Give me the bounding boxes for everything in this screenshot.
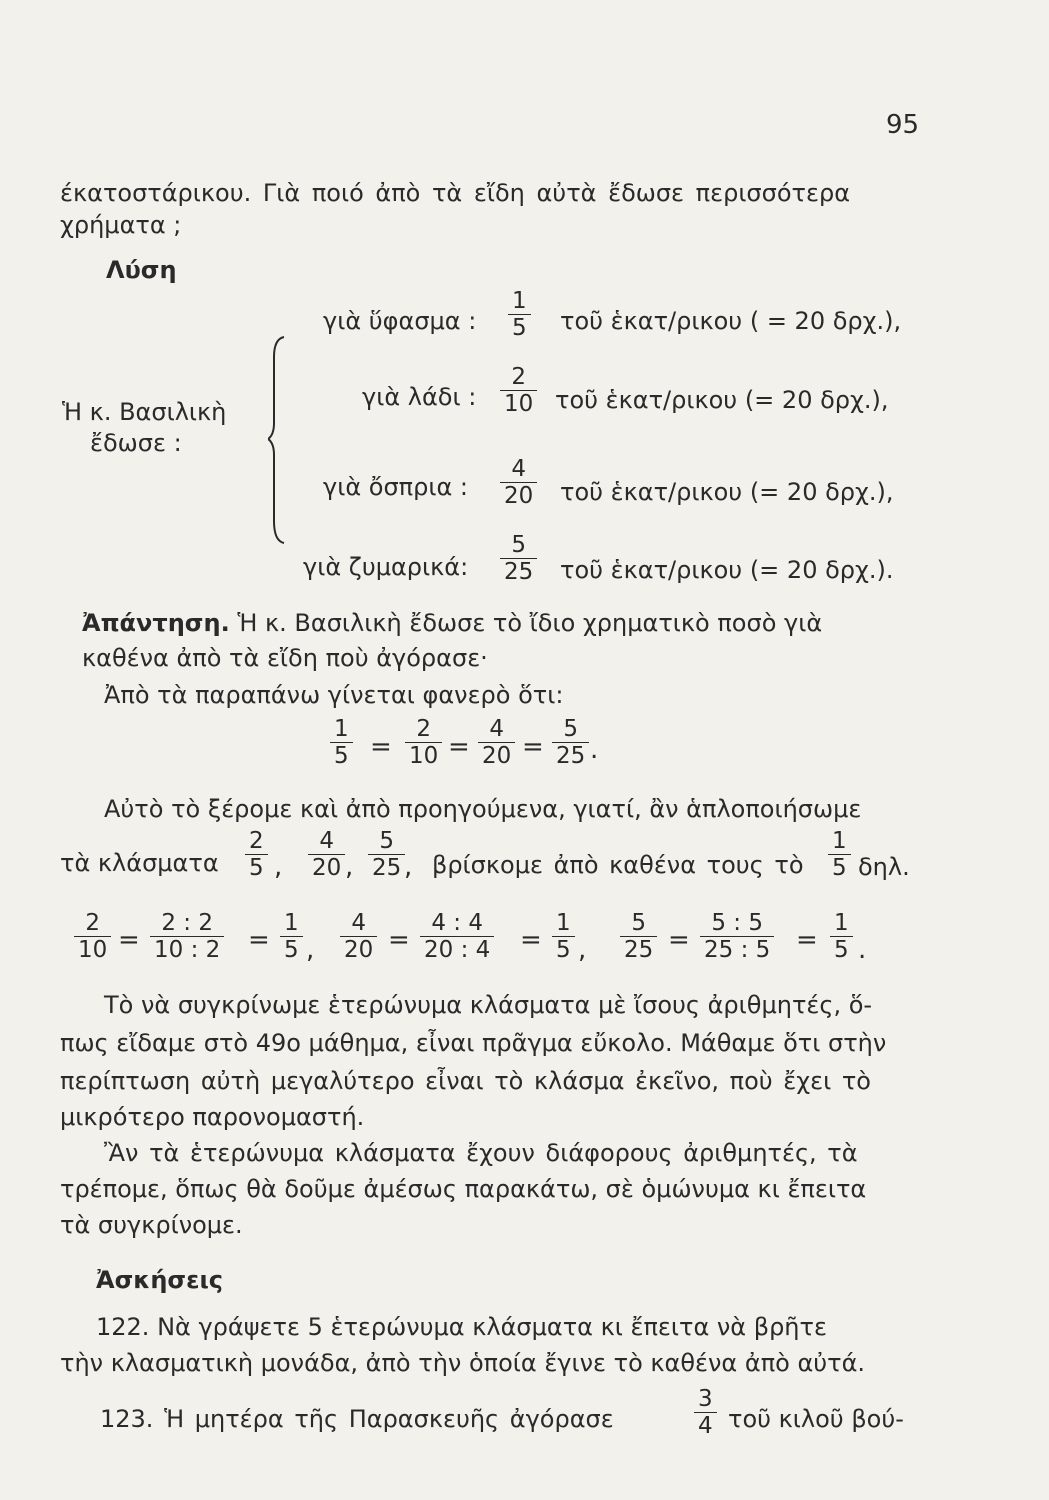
red1-eq-1: =	[118, 925, 140, 955]
paragraph2-line-3: τὰ συγκρίνομε.	[60, 1211, 243, 1239]
red1-c-num: 1	[284, 910, 299, 936]
simplify-fraction-2-num: 4	[319, 828, 334, 854]
curly-brace-icon	[268, 335, 288, 545]
exercise-122-line-2: τὴν κλασματικὴ μονάδα, ἀπὸ τὴν ὁποία ἔγινε τὸ καθένα ἀπὸ αὐτά.	[60, 1349, 866, 1377]
paragraph2-line-1: Ἂν τὰ ἑτερώνυμα κλάσματα ἔχουν διάφορους ἀριθμητές, τὰ	[104, 1139, 858, 1167]
simplify-prefix: τὰ κλάσματα	[60, 849, 219, 877]
paragraph2-line-2: τρέπομε, ὅπως θὰ δοῦμε ἀμέσως παρακάτω, σὲ ὁμώνυμα κι ἔπειτα	[60, 1175, 867, 1203]
simplify-fraction-1	[245, 828, 268, 882]
red2-c-num: 1	[556, 910, 571, 936]
intro-line-1: έκατοστάρικου. Γιὰ ποιό ἀπὸ τὰ εἴδη αὐτὰ ἔδωσε περισσότερα	[60, 179, 851, 207]
eq-sign-1: =	[370, 732, 392, 762]
simplify-result-fraction	[828, 828, 851, 882]
exercise-123-prefix: 123. Ἡ μητέρα τῆς Παρασκευῆς ἀγόρασε	[100, 1405, 614, 1433]
eq-fraction-2-num: 2	[416, 716, 431, 742]
item-pasta-fraction	[500, 532, 537, 586]
simplify-fraction-3-den: 25	[368, 854, 405, 881]
simplify-line-1: Αὐτὸ τὸ ξέρομε καὶ ἀπὸ προηγούμενα, γιατί, ἂν ἁπλοποιήσωμε	[104, 795, 862, 823]
simplify-comma-2: ,	[345, 852, 354, 882]
red2-b	[420, 910, 494, 964]
eq-fraction-2-den: 10	[405, 742, 442, 769]
item-pasta-label: γιὰ ζυμαρικά:	[303, 553, 469, 581]
red3-a	[620, 910, 657, 964]
simplify-fraction-1-den: 5	[245, 854, 268, 881]
red1-b-num: 2 : 2	[161, 910, 213, 936]
red3-b-den: 25 : 5	[700, 936, 774, 963]
item-cloth-text: τοῦ ἑκατ/ρικου ( = 20 δρχ.),	[560, 307, 902, 335]
red1-a-den: 10	[74, 936, 111, 963]
item-oil-denominator: 10	[500, 390, 537, 417]
item-pasta-numerator: 5	[511, 532, 526, 558]
red2-a	[340, 910, 377, 964]
exercises-heading: Ἀσκήσεις	[96, 1266, 224, 1294]
exercise-123-den: 4	[694, 1412, 717, 1439]
red1-b	[150, 910, 224, 964]
red3-eq-1: =	[668, 925, 690, 955]
eq-fraction-3-num: 4	[489, 716, 504, 742]
red3-a-den: 25	[620, 936, 657, 963]
exercise-123-suffix: τοῦ κιλοῦ βού-	[728, 1405, 904, 1433]
item-cloth-denominator: 5	[508, 314, 531, 341]
red2-a-num: 4	[351, 910, 366, 936]
answer-line-3: Ἀπὸ τὰ παραπάνω γίνεται φανερὸ ὅτι:	[104, 681, 564, 709]
solution-heading: Λύση	[106, 256, 177, 284]
red2-a-den: 20	[340, 936, 377, 963]
red2-end: ,	[578, 935, 587, 965]
simplify-fraction-3-num: 5	[379, 828, 394, 854]
solution-subject-line-1: Ἡ κ. Βασιλικὴ	[62, 398, 227, 426]
eq-fraction-1-num: 1	[334, 716, 349, 742]
red2-b-num: 4 : 4	[431, 910, 483, 936]
simplify-suffix: δηλ.	[858, 853, 910, 881]
answer-line-2: καθένα ἀπὸ τὰ εἴδη ποὺ ἀγόρασε·	[82, 644, 488, 672]
red2-eq-2: =	[520, 925, 542, 955]
item-legumes-label: γιὰ ὄσπρια :	[323, 473, 469, 501]
red3-end: .	[858, 935, 867, 965]
red1-b-den: 10 : 2	[150, 936, 224, 963]
red3-b	[700, 910, 774, 964]
red1-eq-2: =	[248, 925, 270, 955]
red1-end: ,	[306, 935, 315, 965]
eq-fraction-4-num: 5	[563, 716, 578, 742]
item-cloth-label: γιὰ ὕφασμα :	[323, 307, 477, 335]
paragraph1-line-2: πως εἴδαμε στὸ 49ο μάθημα, εἶναι πρᾶγμα εὔκολο. Μάθαμε ὅτι στὴν	[60, 1029, 887, 1057]
paragraph1-line-4: μικρότερο παρονομαστή.	[60, 1103, 365, 1131]
red2-eq-1: =	[388, 925, 410, 955]
eq-fraction-1-den: 5	[330, 742, 353, 769]
eq-sign-3: =	[522, 732, 544, 762]
paragraph1-line-1: Τὸ νὰ συγκρίνωμε ἑτερώνυμα κλάσματα μὲ ἴσους ἀριθμητές, ὅ-	[104, 991, 873, 1019]
item-pasta-text: τοῦ ἑκατ/ρικου (= 20 δρχ.).	[560, 556, 894, 584]
intro-line-2: χρήματα ;	[60, 211, 182, 239]
simplify-fraction-1-num: 2	[249, 828, 264, 854]
page-number: 95	[886, 110, 920, 140]
red3-b-num: 5 : 5	[711, 910, 763, 936]
simplify-comma-3: ,	[404, 852, 413, 882]
simplify-fraction-3	[368, 828, 405, 882]
simplify-fraction-2	[308, 828, 345, 882]
eq-fraction-4-den: 25	[552, 742, 589, 769]
item-oil-text: τοῦ ἑκατ/ρικου (= 20 δρχ.),	[555, 386, 889, 414]
red3-a-num: 5	[631, 910, 646, 936]
red2-c	[552, 910, 575, 964]
red3-c	[830, 910, 853, 964]
item-legumes-numerator: 4	[511, 456, 526, 482]
red2-c-den: 5	[552, 936, 575, 963]
answer-line-1-text: Ἡ κ. Βασιλικὴ ἔδωσε τὸ ἴδιο χρηματικὸ ποσὸ γιὰ	[237, 609, 823, 637]
simplify-fraction-2-den: 20	[308, 854, 345, 881]
red3-c-den: 5	[830, 936, 853, 963]
item-legumes-text: τοῦ ἑκατ/ρικου (= 20 δρχ.),	[560, 478, 894, 506]
answer-heading: Ἀπάντηση.	[82, 609, 230, 637]
simplify-result-num: 1	[832, 828, 847, 854]
eq-fraction-3-den: 20	[478, 742, 515, 769]
red2-b-den: 20 : 4	[420, 936, 494, 963]
red1-c-den: 5	[280, 936, 303, 963]
item-oil-fraction	[500, 364, 537, 418]
red1-a-num: 2	[85, 910, 100, 936]
item-cloth-numerator: 1	[512, 288, 527, 314]
red3-c-num: 1	[834, 910, 849, 936]
red1-c	[280, 910, 303, 964]
item-cloth-fraction	[508, 288, 531, 342]
item-legumes-fraction	[500, 456, 537, 510]
red3-eq-2: =	[796, 925, 818, 955]
item-oil-label: γιὰ λάδι :	[362, 383, 477, 411]
red1-a	[74, 910, 111, 964]
exercise-123-num: 3	[698, 1386, 713, 1412]
eq-sign-2: =	[448, 732, 470, 762]
simplify-middle: βρίσκομε ἀπὸ καθένα τους τὸ	[432, 851, 804, 879]
simplify-result-den: 5	[828, 854, 851, 881]
simplify-comma-1: ,	[274, 852, 283, 882]
eq-fraction-3	[478, 716, 515, 770]
eq-fraction-4	[552, 716, 589, 770]
eq-fraction-2	[405, 716, 442, 770]
item-legumes-denominator: 20	[500, 482, 537, 509]
solution-subject-line-2: ἔδωσε :	[90, 429, 182, 457]
exercise-122-line-1: 122. Νὰ γράψετε 5 ἑτερώνυμα κλάσματα κι ἔπειτα νὰ βρῆτε	[96, 1313, 827, 1341]
answer-line-1	[82, 608, 822, 638]
item-oil-numerator: 2	[511, 364, 526, 390]
eq-fraction-1	[330, 716, 353, 770]
exercise-123-fraction	[694, 1386, 717, 1440]
item-pasta-denominator: 25	[500, 558, 537, 585]
eq-end: .	[590, 735, 599, 765]
paragraph1-line-3: περίπτωση αὐτὴ μεγαλύτερο εἶναι τὸ κλάσμα ἐκεῖνο, ποὺ ἔχει τὸ	[60, 1067, 871, 1095]
